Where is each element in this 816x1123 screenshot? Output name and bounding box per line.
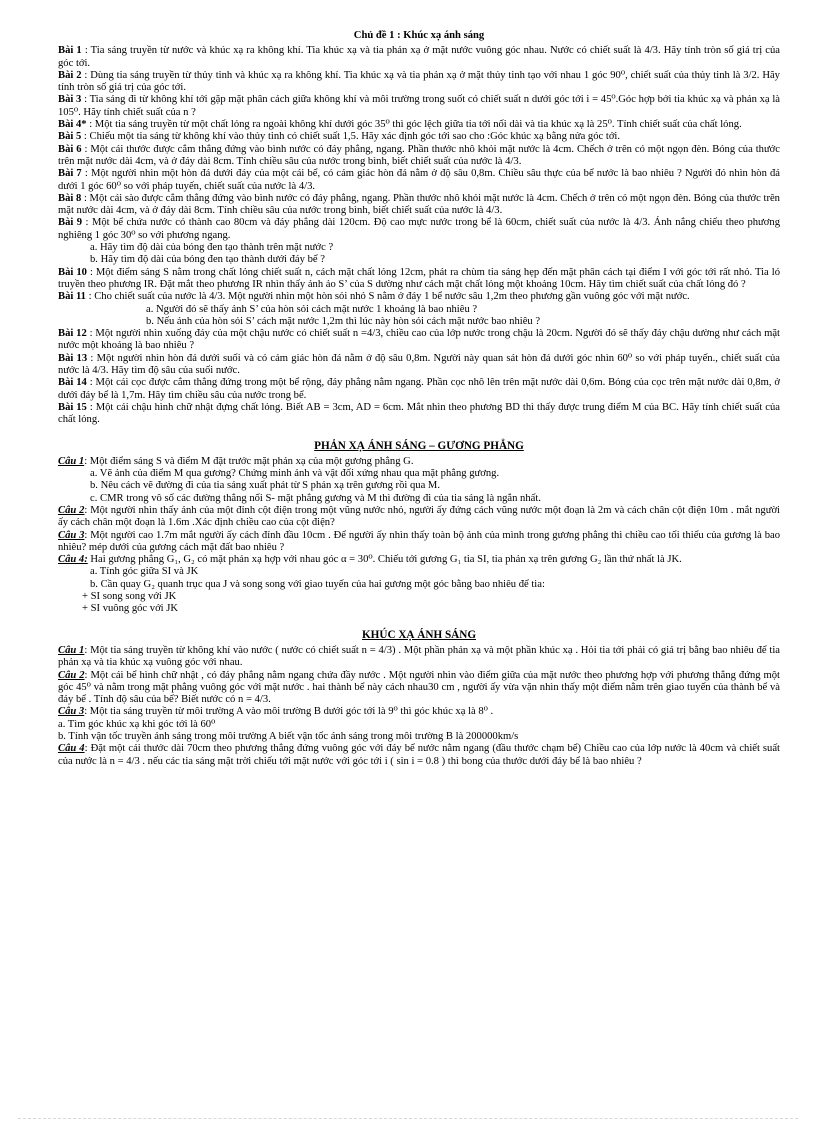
sub-item: b. Nêu cách vẽ đường đi của tia sáng xuất phát từ S phản xạ trên gương rồi qua M. bbox=[90, 480, 440, 492]
problem-label: Bài 13 bbox=[58, 352, 88, 364]
problem-text: : Một bể chứa nước có thành cao 80cm và đáy phẳng dài 120cm. Độ cao mực nước trong bể là 60cm, chiết suất của nước là 4/3. Ánh nắng chiếu theo phương nghiêng 1 góc 30⁰ so với phương ngang. bbox=[58, 217, 780, 241]
question-label: Câu 4: bbox=[58, 554, 88, 566]
question-1 bbox=[58, 456, 780, 468]
problem-text: : Một cái sào được cắm thẳng đứng vào bình nước có đáy phẳng, ngang. Phần thước nhô khỏi mặt nước là 4cm. Chếch ở trên có một ngọn đèn. Bóng của thước trên mặt nước dài 4cm, và ở đáy dài 8cm. Tính chiều sâu của nước trong bình, biết chiết suất của nước là 4/3. bbox=[58, 192, 780, 217]
document-page bbox=[58, 30, 780, 768]
problem-text: : Một cái cọc được cắm thẳng đứng trong một bể rộng, đáy phẳng nằm ngang. Phần cọc nhô lên trên mặt nước dài 0,6m. Bóng của cọc trên mặt nước dài 0,8m, ở dưới đáy bể là 1,7m. Hãy tìm chiều sâu của nước trong bể. bbox=[58, 377, 780, 401]
problem-label: Bài 9 bbox=[58, 217, 83, 229]
problem-text: : Cho chiết suất của nước là 4/3. Một người nhìn một hòn sỏi nhỏ S nằm ở đáy 1 bể nước sâu 1,2m theo phương gần vuông góc với mặt nước. bbox=[88, 291, 690, 303]
problem-label: Bài 14 bbox=[58, 377, 87, 389]
question-label: Câu 4 bbox=[58, 743, 85, 755]
problem-item bbox=[58, 377, 780, 402]
problem-item bbox=[58, 217, 780, 242]
section-title-reflection: PHẢN XẠ ÁNH SÁNG – GƯƠNG PHẲNG bbox=[314, 439, 524, 452]
question-2 bbox=[58, 505, 780, 530]
sub-item: + SI vuông góc với JK bbox=[82, 603, 179, 615]
question-4 bbox=[58, 554, 780, 566]
problem-label: Bài 8 bbox=[58, 192, 82, 204]
problem-label: Bài 11 bbox=[58, 291, 86, 303]
sub-item: + SI song song với JK bbox=[82, 591, 177, 603]
question-label: Câu 2 bbox=[58, 669, 85, 681]
question-text: : Một tia sáng truyền từ không khí vào nước ( nước có chiết suất n = 4/3) . Một phần phản xạ và một phần khúc xạ . Hỏi tia tới phải có giá trị bằng bao nhiêu để tia phản xạ và tia khúc xạ vuông góc với nhau. bbox=[58, 644, 780, 669]
question-3 bbox=[58, 706, 780, 718]
question-4 bbox=[58, 743, 780, 768]
problem-item bbox=[58, 291, 780, 303]
problem-text: : Một người nhìn một hòn đá dưới đáy của một cái bể, có cảm giác hòn đá nằm ở độ sâu 0,8m. Chiều sâu thực của bể nước là bao nhiêu ? Người đó nhìn hòn đá dưới 1 góc 60⁰ so với pháp tuyến, chiết suất của nước là 4/3. bbox=[58, 168, 780, 192]
sub-item: a. Tìm góc khúc xạ khi góc tới là 60⁰ bbox=[58, 718, 216, 730]
sub-item: a. Vẽ ảnh của điểm M qua gương? Chứng minh ảnh và vật đối xứng nhau qua mặt phẳng gương. bbox=[90, 468, 500, 480]
question-label: Câu 3 bbox=[58, 529, 85, 541]
page-border-line bbox=[18, 1118, 798, 1119]
problem-label: Bài 4* bbox=[58, 119, 87, 131]
problem-item bbox=[58, 328, 780, 353]
question-text: : Một tia sáng truyền từ môi trường A vào môi trường B dưới góc tới là 9⁰ thì góc khúc xạ là 8⁰ . bbox=[84, 706, 494, 718]
problem-label: Bài 2 bbox=[58, 69, 82, 81]
question-label: Câu 2 bbox=[58, 504, 85, 516]
problem-text: : Một người nhìn hòn đá dưới suối và có cảm giác hòn đá nằm ở độ sâu 0,8m. Người này quan sát hòn đá dưới góc nhìn 60⁰ so với pháp tuyến., chiết suất của nước là 4/3. Hãy tìm độ sâu của suối nước. bbox=[58, 352, 780, 377]
problem-text: : Một cái chậu hình chữ nhật đựng chất lỏng. Biết AB = 3cm, AD = 6cm. Mắt nhìn theo phương BD thì thấy được trung điểm M của BC. Hãy tính chiết suất của chất lỏng. bbox=[58, 401, 780, 426]
problem-item bbox=[58, 402, 780, 427]
problem-text: : Một cái thước được cắm thẳng đứng vào bình nước có đáy phẳng, ngang. Phần thước nhô khỏi mặt nước là 4cm. Chếch ở trên có một ngọn đèn. Bóng của thước trên mặt nước dài 4cm, và ở đáy dài 8cm. Tính chiều sâu của nước trong bình, biết chiết suất của nước là 4/3. bbox=[58, 143, 780, 167]
problem-text: : Tia sáng đi từ không khí tới gặp mặt phân cách giữa không khí và môi trường trong suốt có chiết suất n dưới góc tới i = 45⁰.Góc hợp bởi tia khúc xạ và phản xạ là 105⁰. Hãy tính chiết suất của n ? bbox=[58, 94, 780, 118]
problem-text: : Một điểm sáng S nằm trong chất lỏng chiết suất n, cách mặt chất lỏng 12cm, phát ra chùm tia sáng hẹp đến mặt phân cách tại điểm I với góc tới rất nhỏ. Tia ló truyền theo phương IR. Đặt mắt theo phương IR nhìn thấy ảnh ảo S’ của S dường như cách mặt chất lỏng một khoảng 10cm. Hãy tìm chiết suất của chất lỏng đó ? bbox=[58, 266, 780, 290]
question-label: Câu 1 bbox=[58, 455, 85, 467]
sub-item: a. Tính góc giữa SI và JK bbox=[90, 566, 199, 578]
problem-item bbox=[58, 168, 780, 193]
problem-label: Bài 6 bbox=[58, 143, 82, 155]
sub-item: a. Hãy tìm độ dài của bóng đen tạo thành trên mặt nước ? bbox=[90, 242, 334, 254]
sub-item: a. Người đó sẽ thấy ảnh S’ của hòn sỏi cách mặt nước 1 khoảng là bao nhiêu ? bbox=[146, 303, 478, 315]
problem-text: : Chiếu một tia sáng từ không khí vào thủy tinh có chiết suất 1,5. Hãy xác định góc tới sao cho :Góc khúc xạ bằng nửa góc tới. bbox=[83, 131, 621, 143]
section-title-refraction: KHÚC XẠ ÁNH SÁNG bbox=[361, 628, 477, 641]
page-title: Chủ đề 1 : Khúc xạ ánh sáng bbox=[353, 30, 485, 41]
question-text: : Một cái bể hình chữ nhật , có đáy phẳng nằm ngang chứa đầy nước . Một người nhìn vào điểm giữa của mặt nước theo phương hợp với phương thẳng đứng một góc 45⁰ và nằm trong mặt phẳng vuông góc với mặt nước . hai thành bể này cách nhau30 cm , người ấy vừa vặn nhìn thấy một điểm nằm trên giao tuyến của thành bể và đáy bể . Tính độ sâu của bể? Biết nước có n = 4/3. bbox=[58, 669, 780, 706]
sub-item: b. Nếu ảnh của hòn sỏi S’ cách mặt nước 1,2m thì lúc này hòn sỏi cách mặt nước bao nhiêu ? bbox=[146, 315, 541, 327]
sub-item: c. CMR trong vô số các đường thẳng nối S- mặt phẳng gương và M thì đường đi của tia sáng là ngắn nhất. bbox=[90, 492, 541, 504]
problem-text: : Tia sáng truyền từ nước và khúc xạ ra không khí. Tia khúc xạ và tia phản xạ ở mặt nước vuông góc nhau. Nước có chiết suất là 4/3. Hãy tính tròn số giá trị của góc tới. bbox=[58, 45, 780, 69]
problem-label: Bài 7 bbox=[58, 168, 82, 180]
problem-item bbox=[58, 193, 780, 218]
problem-label: Bài 10 bbox=[58, 266, 87, 278]
problem-item bbox=[58, 94, 780, 119]
sub-item: b. Hãy tìm độ dài của bóng đen tạo thành dưới đáy bể ? bbox=[90, 254, 325, 266]
problem-text: : Một người nhìn xuống đáy của một chậu nước có chiết suất n =4/3, chiều cao của lớp nước trong chậu là 20cm. Người đó sẽ thấy đáy chậu dường như cách mặt nước một khoảng là bao nhiêu ? bbox=[58, 328, 780, 352]
problem-label: Bài 5 bbox=[58, 131, 82, 143]
problem-item bbox=[58, 70, 780, 95]
problem-list bbox=[58, 45, 780, 426]
question-text: : Đặt một cái thước dài 70cm theo phương thẳng đứng vuông góc với đáy bể nước nằm ngang (đầu thước chạm bể) Chiều cao của lớp nước là 40cm và chiết suất của nước là n = 4/3 . nếu các tia sáng mặt trời chiếu tới mặt nước với góc tới i ( sin i = 0.8 ) thì bong của thước dưới đáy bể là bao nhiêu ? bbox=[58, 743, 780, 767]
problem-text: : Dùng tia sáng truyền từ thủy tinh và khúc xạ ra không khí. Tia khúc xạ và tia phản xạ ở mặt thủy tinh tạo với nhau 1 góc 90⁰, chiết suất của thủy tinh là 3/2. Hãy tính tròn số giá trị của góc tới. bbox=[58, 69, 780, 94]
problem-label: Bài 1 bbox=[58, 45, 82, 57]
question-label: Câu 3 bbox=[58, 706, 85, 718]
sub-item: b. Tính vận tốc truyền ánh sáng trong môi trường A biết vận tốc ánh sáng trong môi trường B là 200000km/s bbox=[58, 731, 519, 743]
question-1 bbox=[58, 645, 780, 670]
question-2 bbox=[58, 670, 780, 707]
problem-item bbox=[58, 131, 780, 143]
question-label: Câu 1 bbox=[58, 644, 85, 656]
question-3 bbox=[58, 530, 780, 555]
problem-label: Bài 3 bbox=[58, 94, 82, 106]
problem-item bbox=[58, 353, 780, 378]
sub-item: b. Cần quay G₂ quanh trục qua J và song song với giao tuyến của hai gương một góc bằng bao nhiêu để tia: bbox=[90, 578, 545, 590]
problem-item bbox=[58, 119, 780, 131]
question-text: : Một người cao 1.7m mắt người ấy cách đỉnh đầu 10cm . Để người ấy nhìn thấy toàn bộ ảnh của mình trong gương phẳng thì chiều cao tối thiểu của gương là bao nhiêu? mép dưới của gương cách mặt đất bao nhiêu ? bbox=[58, 529, 780, 553]
problem-item bbox=[58, 45, 780, 70]
problem-item bbox=[58, 267, 780, 292]
problem-label: Bài 15 bbox=[58, 401, 87, 413]
problem-item bbox=[58, 144, 780, 169]
question-text: : Một người nhìn thấy ảnh của một đỉnh cột điện trong một vũng nước nhỏ, người ấy đứng cách vũng nước một đoạn là 2m và cách chân cột điện 10m . mắt người ấy cách chân một đoạn là 1.6m .Xác định chiều cao của cột điện? bbox=[58, 504, 781, 529]
question-text: Hai gương phẳng G₁, G₂ có mặt phản xạ hợp với nhau góc α = 30⁰. Chiếu tới gương G₁ tia SI, tia phản xạ trên gương G₂ lần thứ nhất là JK. bbox=[87, 554, 682, 566]
problem-text: : Một tia sáng truyền từ một chất lỏng ra ngoài không khí dưới góc 35⁰ thì góc lệch giữa tia tới nối dài và tia khúc xạ là 25⁰. Tính chiết suất của chất lỏng. bbox=[89, 119, 742, 131]
problem-label: Bài 12 bbox=[58, 328, 87, 340]
question-text: : Một điểm sáng S và điểm M đặt trước mặt phản xạ của một gương phẳng G. bbox=[84, 455, 414, 467]
